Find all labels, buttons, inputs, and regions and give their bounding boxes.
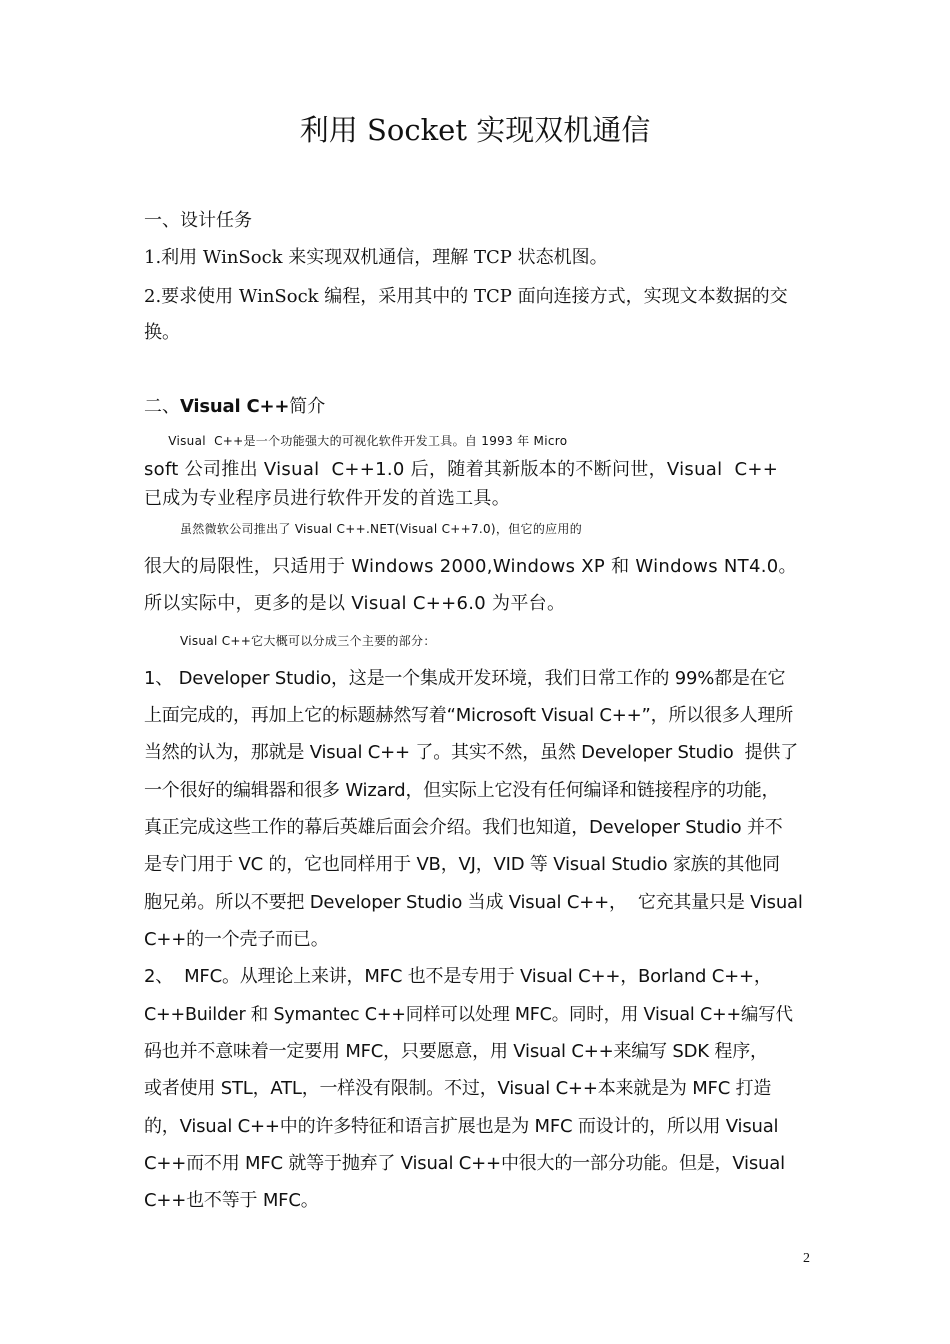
body-line-1: 1、 Developer Studio，这是一个集成开发环境，我们日常工作的 99%都是在它 [144, 668, 786, 689]
body-line-8: C++的一个壳子而已。 [144, 929, 329, 950]
body-line-7: 胞兄弟。所以不要把 Developer Studio 当成 Visual C++， 它充其量只是 Visual [144, 892, 803, 913]
body-line-12: 或者使用 STL，ATL，一样没有限制。不过，Visual C++本来就是为 MFC 打造 [144, 1078, 772, 1099]
body-line-2: 上面完成的，再加上它的标题赫然写着“Microsoft Visual C++”，所以很多人理所 [144, 705, 794, 726]
task-line-1: 1.利用 WinSock 来实现双机通信，理解 TCP 状态机图。 [144, 247, 608, 268]
task-line-3: 换。 [144, 322, 180, 343]
intro-line-2: soft 公司推出 Visual C++1.0 后，随着其新版本的不断问世，Visual C++ [144, 459, 779, 480]
page-number: 2 [803, 1251, 810, 1266]
body-line-6: 是专门用于 VC 的，它也同样用于 VB，VJ，VID 等 Visual Studio 家族的其他同 [144, 854, 780, 875]
body-line-3: 当然的认为，那就是 Visual C++ 了。其实不然，虽然 Developer Studio 提供了 [144, 742, 799, 763]
section-heading-visual-cpp [144, 394, 809, 420]
task-line-2: 2.要求使用 WinSock 编程，采用其中的 TCP 面向连接方式，实现文本数据的交 [144, 286, 788, 307]
heading-bold: Visual C++ [180, 396, 290, 417]
intro-line-6: 所以实际中，更多的是以 Visual C++6.0 为平台。 [144, 593, 566, 614]
body-line-10: C++Builder 和 Symantec C++同样可以处理 MFC。同时，用 Visual C++编写代 [144, 1005, 793, 1025]
page-title: 利用 Socket 实现双机通信 [299, 113, 651, 147]
body-line-11: 码也并不意味着一定要用 MFC，只要愿意，用 Visual C++来编写 SDK 程序， [144, 1041, 768, 1062]
intro-line-3: 已成为专业程序员进行软件开发的首选工具。 [144, 488, 510, 509]
intro-line-4: 虽然微软公司推出了 Visual C++.NET(Visual C++7.0)，但它的应用的 [180, 522, 583, 536]
intro-line-5: 很大的局限性，只适用于 Windows 2000,Windows XP 和 Windows NT4.0。 [144, 556, 797, 577]
intro-line-1: Visual C++是一个功能强大的可视化软件开发工具。自 1993 年 Micro [160, 434, 568, 448]
heading-prefix: 二、 [144, 396, 180, 417]
body-line-9: 2、 MFC。从理论上来讲，MFC 也不是专用于 Visual C++，Borland C++， [144, 966, 772, 987]
heading-suffix: 简介 [289, 396, 326, 417]
body-line-15: C++也不等于 MFC。 [144, 1190, 319, 1211]
intro-line-7: Visual C++它大概可以分成三个主要的部分： [180, 634, 436, 648]
body-line-5: 真正完成这些工作的幕后英雄后面会介绍。我们也知道，Developer Studio 并不 [144, 817, 783, 838]
section-heading-design-task: 一、设计任务 [144, 210, 252, 231]
body-line-14: C++而不用 MFC 就等于抛弃了 Visual C++中很大的一部分功能。但是，Visual [144, 1153, 785, 1174]
body-line-13: 的，Visual C++中的许多特征和语言扩展也是为 MFC 而设计的，所以用 Visual [144, 1116, 779, 1137]
body-line-4: 一个很好的编辑器和很多 Wizard，但实际上它没有任何编译和链接程序的功能， [144, 780, 780, 801]
